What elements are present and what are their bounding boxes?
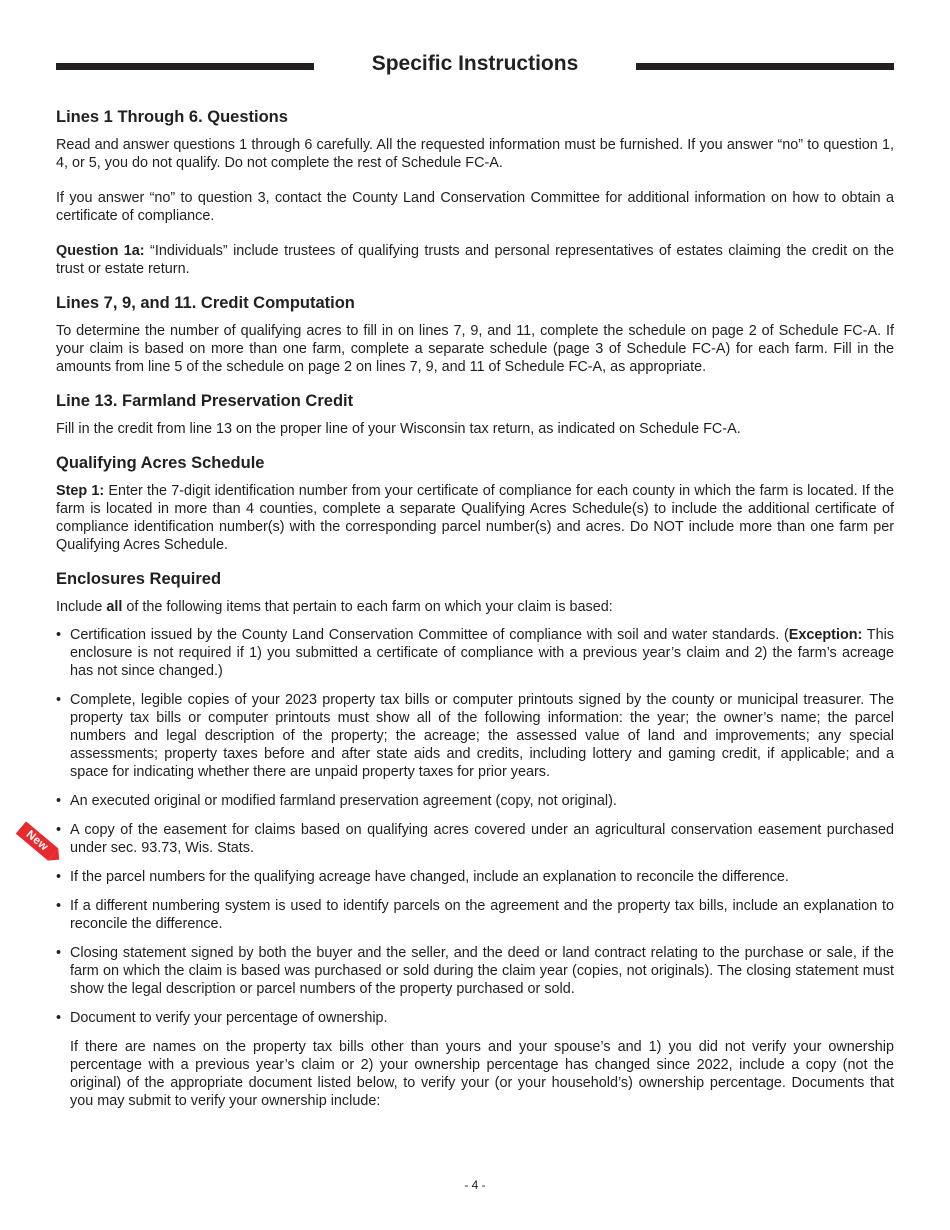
instructions-body — [56, 107, 894, 1121]
section-enclosures — [56, 569, 894, 1110]
list-item — [56, 897, 894, 933]
text-run: If a different numbering system is used to identify parcels on the agreement and the property tax bills, include an explanation to reconcile the difference. — [70, 898, 894, 932]
list-item — [56, 944, 894, 998]
label-bold: Question 1a: — [56, 243, 145, 259]
enclosure-list — [56, 626, 894, 1110]
paragraph: Fill in the credit from line 13 on the proper line of your Wisconsin tax return, as indicated on Schedule FC-A. — [56, 421, 741, 437]
text-run: This enclosure is not required if 1) you submitted a certificate of compliance with a previous year’s claim and 2) the farm’s acreage has not since changed.) — [70, 627, 894, 679]
title-row — [56, 50, 894, 80]
text-run: If the parcel numbers for the qualifying acreage have changed, include an explanation to reconcile the difference. — [70, 869, 789, 885]
section-heading: Line 13. Farmland Preservation Credit — [56, 392, 354, 410]
paragraph — [56, 598, 894, 616]
page-number: - 4 - — [464, 1178, 486, 1192]
bullet-icon: • — [56, 1010, 62, 1026]
section-questions — [56, 107, 894, 278]
paragraph: If there are names on the property tax bills other than yours and your spouse’s and 1) you did not verify your ownership percentage with a previous year’s claim or 2) your ownership percentage has changed since 2022, include a copy (not the original) of the appropriate document listed below, to verify your (or your household’s) ownership percentage. Documents that you may submit to verify your ownership include: — [70, 1039, 894, 1109]
list-item — [56, 1009, 894, 1110]
list-item — [56, 821, 894, 857]
paragraph: To determine the number of qualifying acres to fill in on lines 7, 9, and 11, complete the schedule on page 2 of Schedule FC-A. If your claim is based on more than one farm, complete a separate schedule (page 3 of Schedule FC-A) for each farm. Fill in the amounts from line 5 of the schedule on page 2 on lines 7, 9, and 11 of Schedule FC-A, as appropriate. — [56, 323, 894, 375]
new-badge: New — [16, 821, 58, 860]
text-run: Document to verify your percentage of ownership. — [70, 1010, 388, 1026]
title-rule-left — [56, 63, 314, 70]
text-run: Closing statement signed by both the buyer and the seller, and the deed or land contract relating to the purchase or sale, if the farm on which the claim is based was purchased or sold during the claim year (copies, not originals). The closing statement must show the legal description or parcel numbers of the property purchased or sold. — [70, 945, 894, 997]
list-item — [56, 691, 894, 781]
bullet-icon: • — [56, 945, 62, 961]
section-heading: Lines 1 Through 6. Questions — [56, 108, 288, 126]
paragraph — [56, 242, 894, 278]
section-heading: Qualifying Acres Schedule — [56, 454, 265, 472]
section-farmland-credit — [56, 391, 894, 438]
title-rule-right — [636, 63, 894, 70]
text-run: Include — [56, 599, 107, 615]
paragraph: Read and answer questions 1 through 6 carefully. All the requested information must be furnished. If you answer “no” to question 1, 4, or 5, you do not qualify. Do not complete the rest of Schedule FC-A. — [56, 137, 894, 171]
list-item — [56, 868, 894, 886]
bullet-icon: • — [56, 869, 62, 885]
section-heading: Lines 7, 9, and 11. Credit Computation — [56, 294, 355, 312]
text-run: of the following items that pertain to each farm on which your claim is based: — [122, 599, 613, 615]
label-bold: Exception: — [788, 627, 863, 643]
bullet-icon: • — [56, 692, 62, 708]
paragraph-text: “Individuals” include trustees of qualifying trusts and personal representatives of estates claiming the credit on the trust or estate return. — [56, 243, 894, 277]
text-bold: all — [106, 599, 123, 615]
paragraph — [56, 482, 894, 554]
text-run: A copy of the easement for claims based on qualifying acres covered under an agricultural conservation easement purchased under sec. 93.73, Wis. Stats. — [70, 822, 894, 856]
bullet-icon: • — [56, 793, 62, 809]
text-run: An executed original or modified farmland preservation agreement (copy, not original). — [70, 793, 617, 809]
text-run: Complete, legible copies of your 2023 property tax bills or computer printouts signed by the county or municipal treasurer. The property tax bills or computer printouts must show all of the following information: the year; the owner’s name; the parcel numbers and legal description of the property; the acreage; the assessed value of land and improvements; any special assessments; property taxes before and after state aids and credits, including lottery and gaming credit, if applicable; and a space for indicating whether there are unpaid property taxes for prior years. — [70, 692, 894, 780]
page-title: Specific Instructions — [371, 52, 579, 75]
bullet-icon: • — [56, 627, 62, 643]
paragraph: If you answer “no” to question 3, contact the County Land Conservation Committee for additional information on how to obtain a certificate of compliance. — [56, 190, 894, 224]
bullet-icon: • — [56, 898, 62, 914]
section-qualifying-acres — [56, 453, 894, 554]
section-credit-computation — [56, 293, 894, 376]
text-run: Certification issued by the County Land Conservation Committee of compliance with soil and water standards. ( — [70, 627, 789, 643]
section-heading: Enclosures Required — [56, 570, 222, 588]
list-item — [56, 626, 894, 680]
bullet-icon: • — [56, 822, 62, 838]
sub-paragraph — [70, 1038, 894, 1110]
label-bold: Step 1: — [56, 483, 105, 499]
paragraph-text: Enter the 7-digit identification number from your certificate of compliance for each county in which the farm is located. If the farm is located in more than 4 counties, complete a separate Qualifying Acres Schedule(s) to include the additional certificate of compliance identification number(s) with the corresponding parcel number(s) and acres. Do NOT include more than one farm per Qualifying Acres Schedule. — [56, 483, 894, 553]
list-item — [56, 792, 894, 810]
